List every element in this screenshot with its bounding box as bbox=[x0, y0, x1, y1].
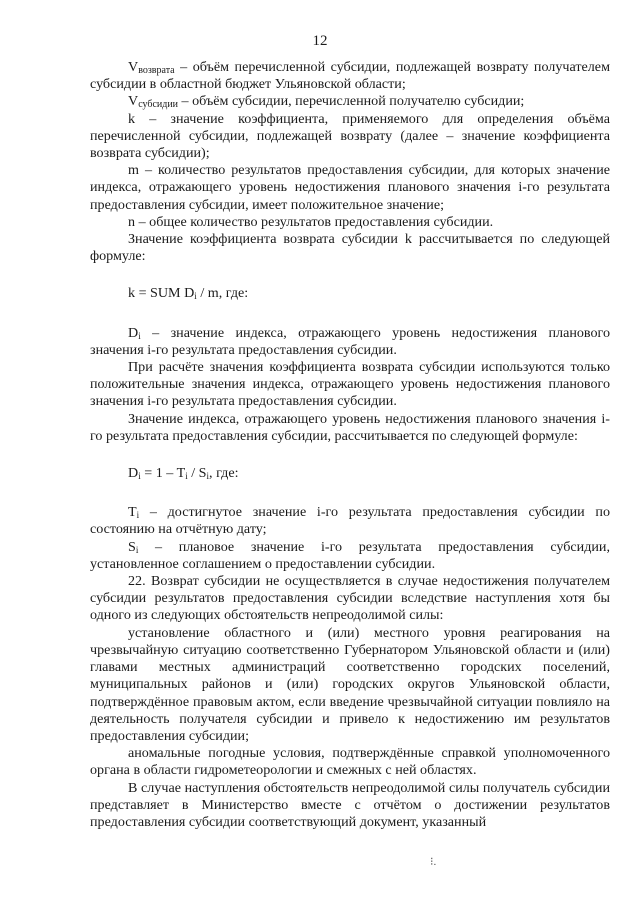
paragraph-weather: аномальные погодные условия, подтверждённые справкой уполномоченного органа в области гидрометеорологии и смежных с ней областях. bbox=[90, 745, 610, 779]
v-subsidy-symbol: V bbox=[128, 93, 139, 110]
paragraph-m-definition: m – количество результатов предоставления субсидии, для которых значение индекса, отражающего уровень недостижения планового значения i-го результата предоставления субсидии, имеет положительное значение; bbox=[90, 162, 610, 213]
formula-k-prefix: k = SUM D bbox=[128, 285, 195, 302]
formula-k bbox=[90, 285, 610, 302]
si-symbol: S bbox=[128, 538, 136, 555]
paragraph-n-definition: n – общее количество результатов предоставления субсидии. bbox=[128, 213, 494, 230]
v-return-subscript: возврата bbox=[138, 65, 175, 76]
paragraph-k-definition: k – значение коэффициента, применяемого для определения объёма перечисленной субсидии, подлежащей возврату (далее – значение коэффициента возврата субсидии); bbox=[90, 110, 610, 162]
paragraph-k-intro: Значение коэффициента возврата субсидии k рассчитывается по следующей формуле: bbox=[90, 231, 610, 265]
paragraph-clause-22: 22. Возврат субсидии не осуществляется в случае недостижения получателем субсидии результатов предоставления субсидии вследствие наступления хотя бы одного из следующих обстоятельств непреодолимой силы: bbox=[90, 573, 610, 624]
di-subscript: i bbox=[138, 330, 141, 341]
ti-text: – достигнутое значение i-го результата предоставления субсидии по состоянию на отчётную дату; bbox=[90, 504, 610, 538]
paragraph-si-definition bbox=[90, 539, 610, 573]
ti-symbol: T bbox=[128, 504, 137, 521]
formula-d-sub1: i bbox=[138, 471, 141, 482]
paragraph-v-subsidy bbox=[90, 93, 610, 110]
formula-d-part1: D bbox=[128, 465, 139, 482]
formula-d bbox=[90, 465, 610, 482]
paragraph-v-return bbox=[90, 59, 610, 93]
formula-k-suffix: / m, где: bbox=[196, 285, 249, 302]
si-text: – плановое значение i-го результата предоставления субсидии, установленное соглашением о предоставлении субсидии. bbox=[90, 538, 610, 572]
v-subsidy-subscript: субсидии bbox=[138, 99, 179, 111]
formula-k-subscript: i bbox=[194, 291, 197, 302]
si-subscript: i bbox=[135, 544, 139, 555]
paragraph-emergency: установление областного и (или) местного уровня реагирования на чрезвычайную ситуацию соответственно Губернатором Ульяновской области и (или) главами местных администраций соответственно городских поселений, муниципальных районов и (или) городских округов Ульяновской области, подтверждённое правовым актом, если введение чрезвычайной ситуации повлияло на деятельность получателя субсидии и привело к недостижению им результатов предоставления субсидии; bbox=[90, 624, 610, 744]
v-return-text: – объём перечисленной субсидии, подлежащей возврату получателем субсидии в областной бюджет Ульяновской области; bbox=[90, 59, 610, 93]
v-return-symbol: V bbox=[128, 59, 139, 75]
paragraph-di-definition bbox=[90, 325, 610, 359]
paragraph-ti-definition bbox=[90, 504, 610, 538]
paragraph-force-majeure: В случае наступления обстоятельств непреодолимой силы получатель субсидии представляет в Министерство вместе с отчётом о достижении результатов предоставления субсидии соответствующий документ, указанный bbox=[90, 779, 610, 830]
footer-mark: ⁝. bbox=[430, 856, 437, 868]
page-number: 12 bbox=[312, 33, 328, 49]
paragraph-positive-only: При расчёте значения коэффициента возврата субсидии используются только положительные значения индекса, отражающего уровень недостижения планового значения i-го результата предоставления субсидии. bbox=[90, 359, 610, 410]
formula-d-sub2: i bbox=[185, 471, 188, 482]
formula-d-part2: = 1 – T bbox=[140, 465, 186, 482]
formula-d-part4: , где: bbox=[209, 465, 239, 482]
di-text: – значение индекса, отражающего уровень недостижения планового значения i-го результата предоставления субсидии. bbox=[90, 324, 610, 358]
formula-d-sub3: i bbox=[206, 471, 210, 482]
formula-d-part3: / S bbox=[187, 465, 207, 482]
ti-subscript: i bbox=[136, 510, 140, 521]
document-body bbox=[90, 59, 610, 831]
paragraph-index-intro: Значение индекса, отражающего уровень недостижения планового значения i-го результата предоставления субсидии, рассчитывается по следующей формуле: bbox=[90, 410, 610, 444]
v-subsidy-text: – объём субсидии, перечисленной получателю субсидии; bbox=[178, 93, 525, 110]
di-symbol: D bbox=[128, 324, 139, 341]
